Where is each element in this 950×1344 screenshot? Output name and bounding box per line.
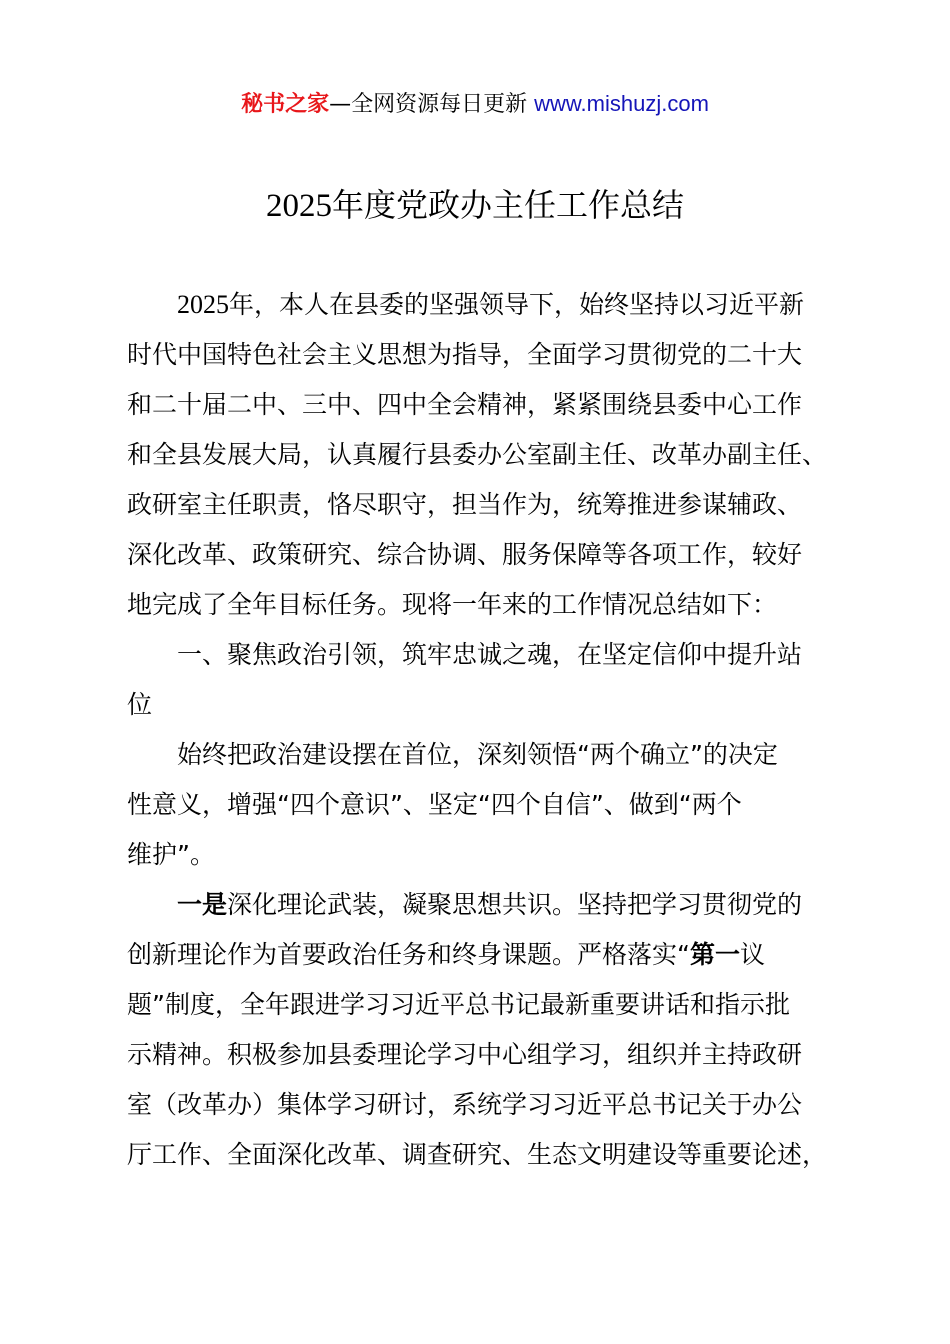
- text-line: 时代中国特色社会主义思想为指导，全面学习贯彻党的二十大: [127, 340, 803, 369]
- text-line: 示精神。积极参加县委理论学习中心组学习，组织并主持政研: [127, 1040, 803, 1069]
- text-line: 维护”。: [127, 840, 215, 869]
- brand-name: 秘书之家: [241, 92, 330, 117]
- page-title: [0, 183, 950, 228]
- header-tagline: —全网资源每日更新: [329, 92, 535, 117]
- text-line: 室（改革办）集体学习研讨，系统学习习近平总书记关于办公: [127, 1090, 803, 1119]
- heading-line: 一、聚焦政治引领，筑牢忠诚之魂，在坚定信仰中提升站: [177, 640, 803, 669]
- text-line: 地完成了全年目标任务。现将一年来的工作情况总结如下：: [127, 590, 778, 619]
- text-span: 议: [739, 940, 765, 969]
- text-line: [127, 280, 847, 330]
- text-line: [127, 880, 847, 930]
- intro-year: 2025: [177, 290, 229, 319]
- text-line: 始终把政治建设摆在首位，深刻领悟“两个确立”的决定: [177, 740, 778, 769]
- title-text: 年度党政办主任工作总结: [331, 186, 684, 224]
- text-line: 政研室主任职责，恪尽职守，担当作为，统筹推进参谋辅政、: [127, 490, 803, 519]
- text-span: 年，本人在县委的坚强领导下，始终坚持以习近平新: [229, 290, 805, 319]
- text-line: 题”制度，全年跟进学习习近平总书记最新重要讲话和指示批: [127, 990, 790, 1019]
- text-span: 深化理论武装，凝聚思想共识。坚持把学习贯彻党的: [227, 890, 803, 919]
- text-line: 和全县发展大局，认真履行县委办公室副主任、改革办副主任、: [127, 440, 828, 469]
- document-body: [127, 280, 847, 1180]
- paragraph-intro: [127, 280, 847, 630]
- text-line: [127, 930, 847, 980]
- text-line: 和二十届二中、三中、四中全会精神，紧紧围绕县委中心工作: [127, 390, 803, 419]
- site-url-link[interactable]: www.mishuzj.com: [534, 91, 709, 116]
- text-line: 厅工作、全面深化改革、调查研究、生态文明建设等重要论述，: [127, 1140, 828, 1169]
- heading-line: 位: [127, 690, 153, 719]
- paragraph-political: [127, 730, 847, 880]
- text-line: 性意义，增强“四个意识”、坚定“四个自信”、做到“两个: [127, 790, 742, 819]
- site-header: [0, 88, 950, 121]
- text-line: 深化改革、政策研究、综合协调、服务保障等各项工作，较好: [127, 540, 803, 569]
- paragraph-theory: [127, 880, 847, 1180]
- inline-bold: 第一: [689, 940, 740, 969]
- title-year: 2025: [265, 188, 332, 224]
- text-span: 创新理论作为首要政治任务和终身课题。严格落实“: [127, 940, 690, 969]
- lead-bold: 一是: [177, 890, 228, 919]
- section-heading-1: [127, 630, 847, 730]
